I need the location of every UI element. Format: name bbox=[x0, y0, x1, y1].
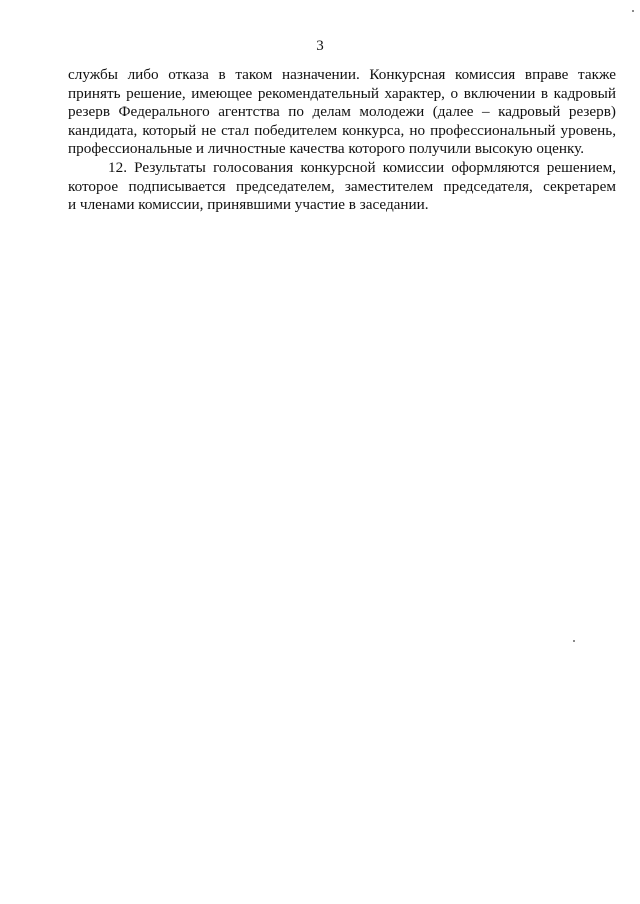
text-line: кандидата, который не стал победителем конкурса, но профессиональный уровень, bbox=[68, 121, 616, 139]
text-line: 12. Результаты голосования конкурсной комиссии оформляются решением, bbox=[108, 158, 616, 176]
text-line: которое подписывается председателем, заместителем председателя, секретарем bbox=[68, 177, 616, 195]
paragraph-item-12 bbox=[68, 159, 616, 215]
body-text bbox=[68, 66, 616, 215]
text-line: принять решение, имеющее рекомендательный характер, о включении в кадровый bbox=[68, 84, 616, 102]
text-line: службы либо отказа в таком назначении. Конкурсная комиссия вправе также bbox=[68, 66, 616, 83]
page-number: 3 bbox=[316, 38, 324, 54]
paragraph-continuation bbox=[68, 66, 616, 159]
scan-speck bbox=[632, 10, 634, 12]
text-line: резерв Федерального агентства по делам молодежи (далее – кадровый резерв) bbox=[68, 103, 616, 121]
scan-speck bbox=[573, 640, 575, 642]
text-line: профессиональные и личностные качества которого получили высокую оценку. bbox=[68, 140, 585, 158]
text-line: и членами комиссии, принявшими участие в заседании. bbox=[68, 196, 429, 214]
